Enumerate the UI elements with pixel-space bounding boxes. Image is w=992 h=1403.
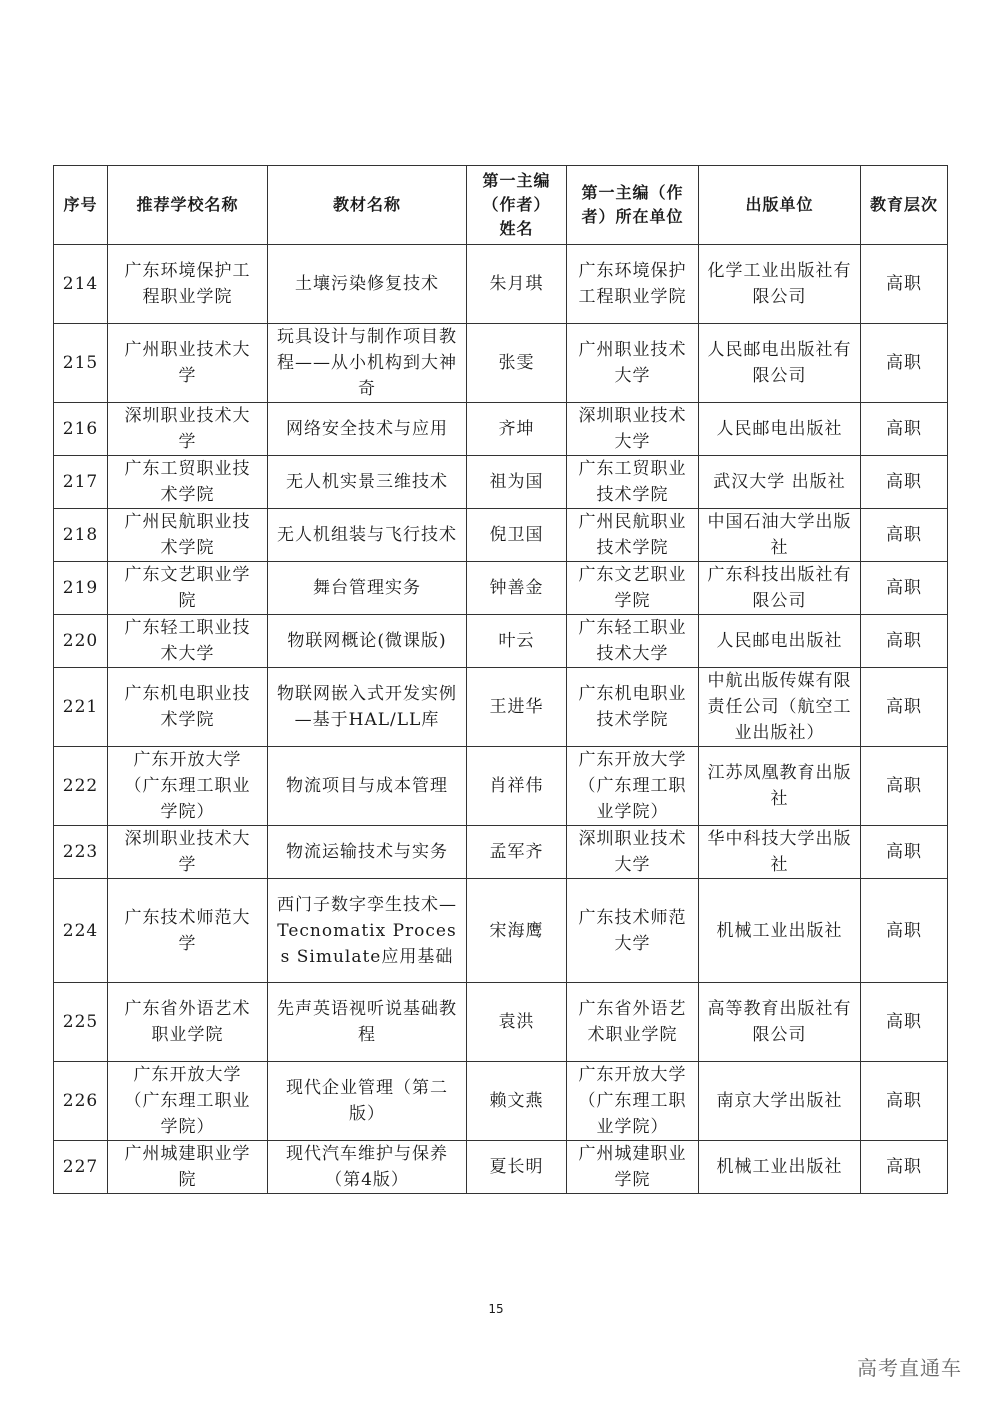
cell-publisher: 化学工业出版社有限公司 xyxy=(699,245,861,324)
cell-publisher: 华中科技大学出版社 xyxy=(699,826,861,879)
cell-school: 深圳职业技术大学 xyxy=(108,403,268,456)
cell-author-unit: 广州职业技术大学 xyxy=(567,324,699,403)
cell-textbook: 物联网概论(微课版) xyxy=(268,615,467,668)
cell-textbook: 玩具设计与制作项目教程——从小机构到大神奇 xyxy=(268,324,467,403)
header-author: 第一主编（作者）姓名 xyxy=(467,166,567,245)
cell-textbook: 舞台管理实务 xyxy=(268,562,467,615)
table-row xyxy=(54,245,948,324)
table-row xyxy=(54,747,948,826)
cell-author: 王进华 xyxy=(467,668,567,747)
header-school: 推荐学校名称 xyxy=(108,166,268,245)
cell-school: 广州城建职业学院 xyxy=(108,1141,268,1194)
cell-textbook: 现代企业管理（第二版） xyxy=(268,1062,467,1141)
cell-school: 广东机电职业技术学院 xyxy=(108,668,268,747)
cell-author-unit: 深圳职业技术大学 xyxy=(567,826,699,879)
cell-level: 高职 xyxy=(861,1062,948,1141)
table-row xyxy=(54,879,948,983)
table-row xyxy=(54,324,948,403)
cell-index: 225 xyxy=(54,983,108,1062)
cell-textbook: 物流项目与成本管理 xyxy=(268,747,467,826)
table-header-row xyxy=(54,166,948,245)
cell-publisher: 机械工业出版社 xyxy=(699,879,861,983)
cell-level: 高职 xyxy=(861,456,948,509)
cell-publisher: 机械工业出版社 xyxy=(699,1141,861,1194)
table-row xyxy=(54,562,948,615)
cell-school: 广东技术师范大学 xyxy=(108,879,268,983)
cell-school: 广东开放大学（广东理工职业学院） xyxy=(108,1062,268,1141)
cell-index: 219 xyxy=(54,562,108,615)
cell-level: 高职 xyxy=(861,747,948,826)
cell-author-unit: 广东开放大学（广东理工职业学院） xyxy=(567,1062,699,1141)
cell-publisher: 南京大学出版社 xyxy=(699,1062,861,1141)
cell-author-unit: 深圳职业技术大学 xyxy=(567,403,699,456)
cell-textbook: 西门子数字孪生技术—Tecnomatix Process Simulate应用基础 xyxy=(268,879,467,983)
cell-level: 高职 xyxy=(861,983,948,1062)
cell-author: 张雯 xyxy=(467,324,567,403)
table-row xyxy=(54,615,948,668)
cell-level: 高职 xyxy=(861,562,948,615)
cell-level: 高职 xyxy=(861,615,948,668)
cell-level: 高职 xyxy=(861,509,948,562)
cell-index: 222 xyxy=(54,747,108,826)
cell-author-unit: 广东技术师范大学 xyxy=(567,879,699,983)
cell-level: 高职 xyxy=(861,668,948,747)
cell-school: 广东环境保护工程职业学院 xyxy=(108,245,268,324)
cell-index: 214 xyxy=(54,245,108,324)
cell-school: 广州职业技术大学 xyxy=(108,324,268,403)
cell-textbook: 现代汽车维护与保养（第4版） xyxy=(268,1141,467,1194)
cell-level: 高职 xyxy=(861,879,948,983)
cell-school: 广州民航职业技术学院 xyxy=(108,509,268,562)
table-row xyxy=(54,826,948,879)
cell-textbook: 先声英语视听说基础教程 xyxy=(268,983,467,1062)
textbook-table xyxy=(53,165,948,1194)
cell-author: 钟善金 xyxy=(467,562,567,615)
cell-author-unit: 广东省外语艺术职业学院 xyxy=(567,983,699,1062)
cell-textbook: 网络安全技术与应用 xyxy=(268,403,467,456)
cell-school: 广东开放大学（广东理工职业学院） xyxy=(108,747,268,826)
cell-index: 223 xyxy=(54,826,108,879)
page-number: 15 xyxy=(488,1302,504,1316)
cell-author-unit: 广东工贸职业技术学院 xyxy=(567,456,699,509)
cell-school: 广东轻工职业技术大学 xyxy=(108,615,268,668)
table-body xyxy=(54,245,948,1194)
cell-level: 高职 xyxy=(861,245,948,324)
cell-index: 218 xyxy=(54,509,108,562)
cell-author-unit: 广州城建职业学院 xyxy=(567,1141,699,1194)
header-publisher: 出版单位 xyxy=(699,166,861,245)
cell-publisher: 广东科技出版社有限公司 xyxy=(699,562,861,615)
cell-author: 齐坤 xyxy=(467,403,567,456)
cell-author: 宋海鹰 xyxy=(467,879,567,983)
cell-index: 216 xyxy=(54,403,108,456)
header-level: 教育层次 xyxy=(861,166,948,245)
table-row xyxy=(54,403,948,456)
cell-level: 高职 xyxy=(861,324,948,403)
cell-publisher: 人民邮电出版社 xyxy=(699,403,861,456)
table-row xyxy=(54,983,948,1062)
cell-school: 深圳职业技术大学 xyxy=(108,826,268,879)
table-row xyxy=(54,456,948,509)
cell-author-unit: 广州民航职业技术学院 xyxy=(567,509,699,562)
cell-textbook: 物流运输技术与实务 xyxy=(268,826,467,879)
table-row xyxy=(54,1141,948,1194)
cell-level: 高职 xyxy=(861,826,948,879)
cell-author: 倪卫国 xyxy=(467,509,567,562)
cell-publisher: 人民邮电出版社有限公司 xyxy=(699,324,861,403)
cell-school: 广东省外语艺术职业学院 xyxy=(108,983,268,1062)
cell-level: 高职 xyxy=(861,1141,948,1194)
cell-index: 215 xyxy=(54,324,108,403)
table-row xyxy=(54,1062,948,1141)
watermark: 高考直通车 xyxy=(857,1356,962,1380)
cell-textbook: 土壤污染修复技术 xyxy=(268,245,467,324)
cell-publisher: 江苏凤凰教育出版社 xyxy=(699,747,861,826)
cell-publisher: 中航出版传媒有限责任公司（航空工业出版社） xyxy=(699,668,861,747)
cell-index: 221 xyxy=(54,668,108,747)
cell-author: 肖祥伟 xyxy=(467,747,567,826)
cell-publisher: 武汉大学 出版社 xyxy=(699,456,861,509)
cell-index: 226 xyxy=(54,1062,108,1141)
cell-author-unit: 广东机电职业技术学院 xyxy=(567,668,699,747)
table-row xyxy=(54,668,948,747)
cell-author-unit: 广东开放大学（广东理工职业学院） xyxy=(567,747,699,826)
cell-index: 217 xyxy=(54,456,108,509)
cell-author: 叶云 xyxy=(467,615,567,668)
cell-index: 224 xyxy=(54,879,108,983)
cell-author: 朱月琪 xyxy=(467,245,567,324)
cell-textbook: 无人机实景三维技术 xyxy=(268,456,467,509)
cell-author: 祖为国 xyxy=(467,456,567,509)
header-author-unit: 第一主编（作者）所在单位 xyxy=(567,166,699,245)
cell-school: 广东工贸职业技术学院 xyxy=(108,456,268,509)
cell-index: 220 xyxy=(54,615,108,668)
cell-school: 广东文艺职业学院 xyxy=(108,562,268,615)
table-row xyxy=(54,509,948,562)
cell-publisher: 高等教育出版社有限公司 xyxy=(699,983,861,1062)
cell-author-unit: 广东环境保护工程职业学院 xyxy=(567,245,699,324)
cell-author-unit: 广东轻工职业技术大学 xyxy=(567,615,699,668)
cell-author: 夏长明 xyxy=(467,1141,567,1194)
cell-publisher: 中国石油大学出版社 xyxy=(699,509,861,562)
cell-index: 227 xyxy=(54,1141,108,1194)
cell-author-unit: 广东文艺职业学院 xyxy=(567,562,699,615)
cell-author: 袁洪 xyxy=(467,983,567,1062)
cell-author: 孟军齐 xyxy=(467,826,567,879)
cell-textbook: 无人机组装与飞行技术 xyxy=(268,509,467,562)
header-textbook: 教材名称 xyxy=(268,166,467,245)
cell-publisher: 人民邮电出版社 xyxy=(699,615,861,668)
cell-author: 赖文燕 xyxy=(467,1062,567,1141)
cell-level: 高职 xyxy=(861,403,948,456)
header-index: 序号 xyxy=(54,166,108,245)
cell-textbook: 物联网嵌入式开发实例—基于HAL/LL库 xyxy=(268,668,467,747)
